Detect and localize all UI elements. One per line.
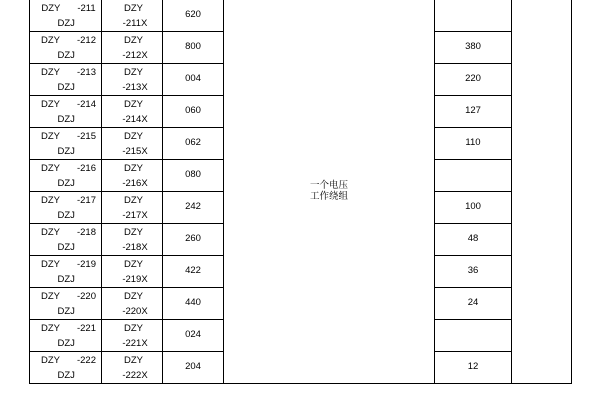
- model-suffix-top: -213: [76, 66, 96, 78]
- code-suffix-bottom: -219X: [122, 273, 148, 285]
- voltage-cell: 36: [435, 256, 512, 288]
- specification-table: [29, 0, 572, 384]
- model-cell: [30, 128, 102, 160]
- number-cell: 204: [163, 352, 224, 384]
- code-cell: [102, 256, 163, 288]
- model-prefix-bottom: DZJ: [57, 49, 75, 61]
- model-prefix-bottom: DZJ: [57, 241, 75, 253]
- model-suffix-top: -212: [76, 34, 96, 46]
- voltage-cell: 100: [435, 192, 512, 224]
- code-cell: [102, 352, 163, 384]
- model-prefix-bottom: DZJ: [57, 273, 75, 285]
- voltage-cell: [435, 320, 512, 352]
- model-cell: [30, 32, 102, 64]
- code-suffix-bottom: -220X: [122, 305, 148, 317]
- code-prefix-top: DZY: [124, 34, 143, 46]
- model-prefix-top: DZY: [40, 34, 60, 46]
- model-suffix-top: -216: [76, 162, 96, 174]
- model-prefix-bottom: DZJ: [57, 209, 75, 221]
- code-cell: [102, 128, 163, 160]
- model-suffix-top: -217: [76, 194, 96, 206]
- model-suffix-top: -218: [76, 226, 96, 238]
- winding-line-1: 一个电压: [309, 179, 348, 191]
- code-cell: [102, 224, 163, 256]
- code-cell: [102, 96, 163, 128]
- voltage-cell: [435, 0, 512, 32]
- model-prefix-bottom: DZJ: [57, 369, 75, 381]
- number-cell: 004: [163, 64, 224, 96]
- code-suffix-bottom: -215X: [122, 145, 148, 157]
- extra-cell: [512, 0, 572, 384]
- model-prefix-bottom: DZJ: [57, 17, 75, 29]
- model-prefix-bottom: DZJ: [57, 113, 75, 125]
- code-cell: [102, 0, 163, 32]
- code-prefix-top: DZY: [124, 66, 143, 78]
- voltage-cell: 48: [435, 224, 512, 256]
- number-cell: 080: [163, 160, 224, 192]
- model-cell: [30, 0, 102, 32]
- voltage-cell: 220: [435, 64, 512, 96]
- code-prefix-top: DZY: [124, 322, 143, 334]
- code-prefix-top: DZY: [124, 258, 143, 270]
- table-row: [30, 0, 572, 32]
- number-cell: 422: [163, 256, 224, 288]
- code-suffix-bottom: -212X: [122, 49, 148, 61]
- code-cell: [102, 32, 163, 64]
- code-cell: [102, 192, 163, 224]
- model-prefix-top: DZY: [40, 130, 60, 142]
- code-prefix-top: DZY: [124, 290, 143, 302]
- model-prefix-bottom: DZJ: [57, 305, 75, 317]
- model-prefix-top: DZY: [40, 322, 60, 334]
- code-cell: [102, 320, 163, 352]
- model-prefix-top: DZY: [40, 354, 60, 366]
- model-prefix-top: DZY: [40, 162, 60, 174]
- code-prefix-top: DZY: [124, 98, 143, 110]
- model-cell: [30, 224, 102, 256]
- code-suffix-bottom: -221X: [122, 337, 148, 349]
- number-cell: 440: [163, 288, 224, 320]
- code-suffix-bottom: -213X: [122, 81, 148, 93]
- model-suffix-top: -220: [76, 290, 96, 302]
- voltage-cell: [435, 160, 512, 192]
- model-prefix-bottom: DZJ: [57, 81, 75, 93]
- model-prefix-top: DZY: [40, 66, 60, 78]
- code-suffix-bottom: -214X: [122, 113, 148, 125]
- code-cell: [102, 64, 163, 96]
- model-cell: [30, 288, 102, 320]
- code-prefix-top: DZY: [124, 194, 143, 206]
- code-suffix-bottom: -217X: [122, 209, 148, 221]
- model-cell: [30, 192, 102, 224]
- voltage-cell: 127: [435, 96, 512, 128]
- number-cell: 242: [163, 192, 224, 224]
- voltage-cell: 24: [435, 288, 512, 320]
- code-prefix-top: DZY: [124, 354, 143, 366]
- model-cell: [30, 64, 102, 96]
- number-cell: 800: [163, 32, 224, 64]
- code-prefix-top: DZY: [124, 2, 143, 14]
- model-prefix-top: DZY: [40, 226, 60, 238]
- model-cell: [30, 160, 102, 192]
- winding-description-cell: [224, 0, 435, 384]
- code-prefix-top: DZY: [124, 130, 143, 142]
- model-cell: [30, 96, 102, 128]
- model-prefix-bottom: DZJ: [57, 177, 75, 189]
- voltage-cell: 380: [435, 32, 512, 64]
- number-cell: 260: [163, 224, 224, 256]
- voltage-cell: 12: [435, 352, 512, 384]
- code-suffix-bottom: -222X: [122, 369, 148, 381]
- model-cell: [30, 352, 102, 384]
- model-prefix-top: DZY: [40, 98, 60, 110]
- model-cell: [30, 320, 102, 352]
- number-cell: 062: [163, 128, 224, 160]
- model-prefix-bottom: DZJ: [57, 145, 75, 157]
- model-prefix-top: DZY: [40, 290, 60, 302]
- model-cell: [30, 256, 102, 288]
- model-suffix-top: -211: [77, 2, 96, 14]
- code-prefix-top: DZY: [124, 162, 143, 174]
- number-cell: 024: [163, 320, 224, 352]
- code-cell: [102, 160, 163, 192]
- code-suffix-bottom: -211X: [122, 17, 148, 29]
- code-suffix-bottom: -216X: [122, 177, 148, 189]
- model-suffix-top: -215: [76, 130, 96, 142]
- model-suffix-top: -219: [76, 258, 96, 270]
- code-prefix-top: DZY: [124, 226, 143, 238]
- model-prefix-top: DZY: [40, 258, 60, 270]
- voltage-cell: 110: [435, 128, 512, 160]
- model-prefix-bottom: DZJ: [57, 337, 75, 349]
- code-suffix-bottom: -218X: [122, 241, 148, 253]
- model-suffix-top: -221: [76, 322, 96, 334]
- model-suffix-top: -222: [76, 354, 96, 366]
- model-prefix-top: DZY: [41, 2, 61, 14]
- model-prefix-top: DZY: [40, 194, 60, 206]
- number-cell: 620: [163, 0, 224, 32]
- number-cell: 060: [163, 96, 224, 128]
- model-suffix-top: -214: [76, 98, 96, 110]
- winding-line-2: 工作绕组: [309, 190, 348, 202]
- code-cell: [102, 288, 163, 320]
